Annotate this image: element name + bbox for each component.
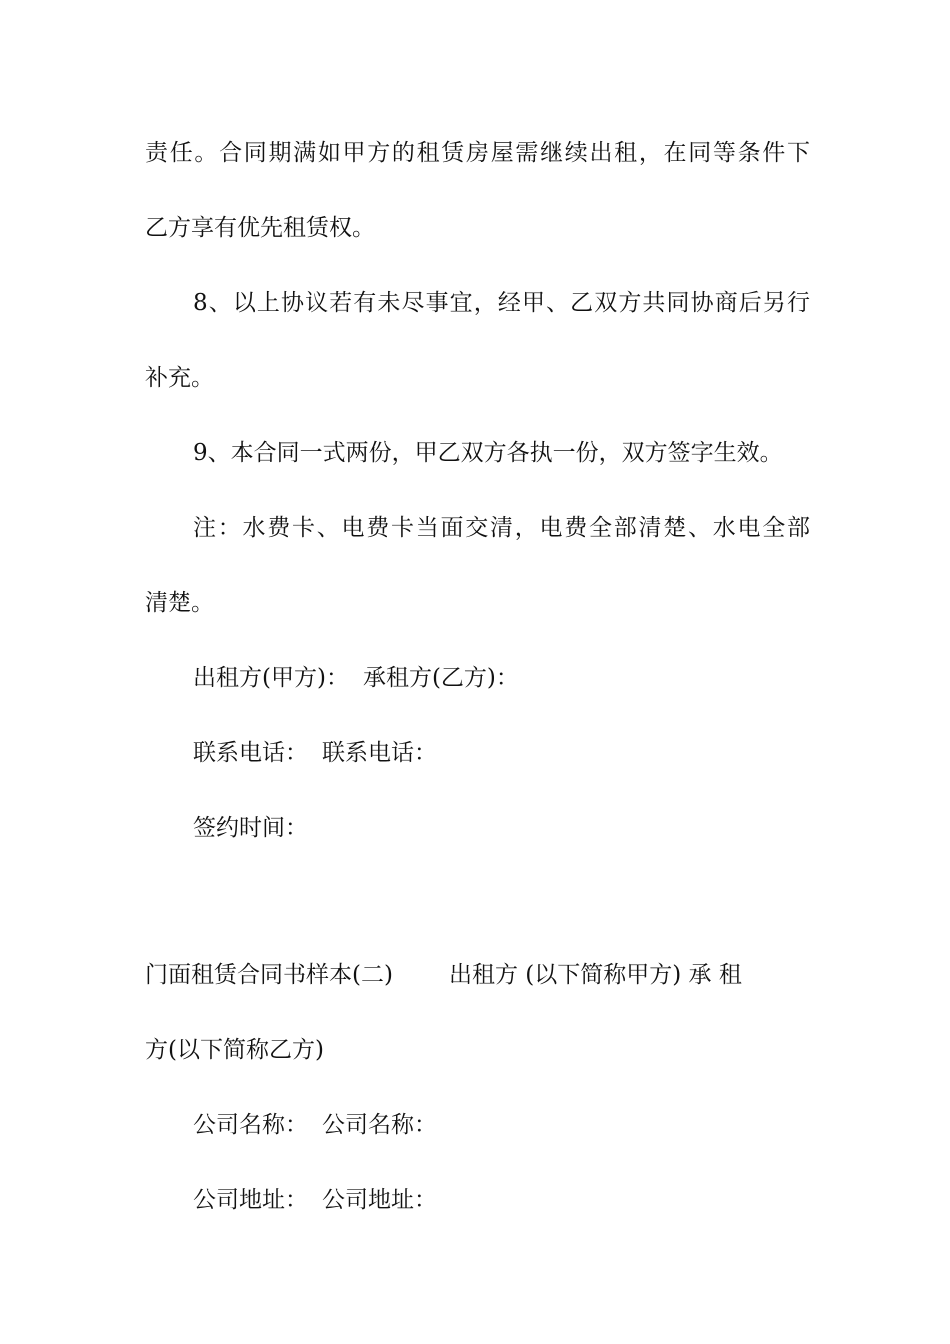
lessor-phone-label: 联系电话： <box>193 740 308 766</box>
phone-labels-row <box>193 735 810 771</box>
clause-8-final-line: 补充。 <box>145 365 214 391</box>
lessee-label: 承租方(乙方)： <box>362 665 519 691</box>
section-2-heading: 门面租赁合同书样本(二) <box>145 962 393 988</box>
section-2-intro-text: 出租方 (以下简称甲方) 承 租 <box>448 962 742 988</box>
lessee-company-name-label: 公司名称： <box>322 1112 437 1138</box>
lessor-company-name-label: 公司名称： <box>193 1112 308 1138</box>
company-address-row <box>193 1182 810 1218</box>
note-line: 注：水费卡、电费卡当面交清，电费全部清楚、水电全部 <box>193 515 810 541</box>
clause-9-line: 9、本合同一式两份，甲乙双方各执一份，双方签字生效。 <box>193 440 783 466</box>
signing-time-label: 签约时间： <box>193 815 308 841</box>
clause-7-continuation-line: 责任。合同期满如甲方的租赁房屋需继续出租，在同等条件下 <box>145 140 810 166</box>
party-labels-row <box>193 660 810 696</box>
lessor-company-address-label: 公司地址： <box>193 1187 308 1213</box>
clause-7-final-line: 乙方享有优先租赁权。 <box>145 215 375 241</box>
note-final-line: 清楚。 <box>145 590 214 616</box>
lessee-phone-label: 联系电话： <box>322 740 437 766</box>
lessee-company-address-label: 公司地址： <box>322 1187 437 1213</box>
company-name-row <box>193 1107 810 1143</box>
section-2-intro-final-line: 方(以下简称乙方) <box>145 1037 324 1063</box>
clause-8-line: 8、以上协议若有未尽事宜，经甲、乙双方共同协商后另行 <box>193 290 810 316</box>
lessor-label: 出租方(甲方)： <box>193 665 349 691</box>
section-2-heading-row <box>145 957 810 993</box>
